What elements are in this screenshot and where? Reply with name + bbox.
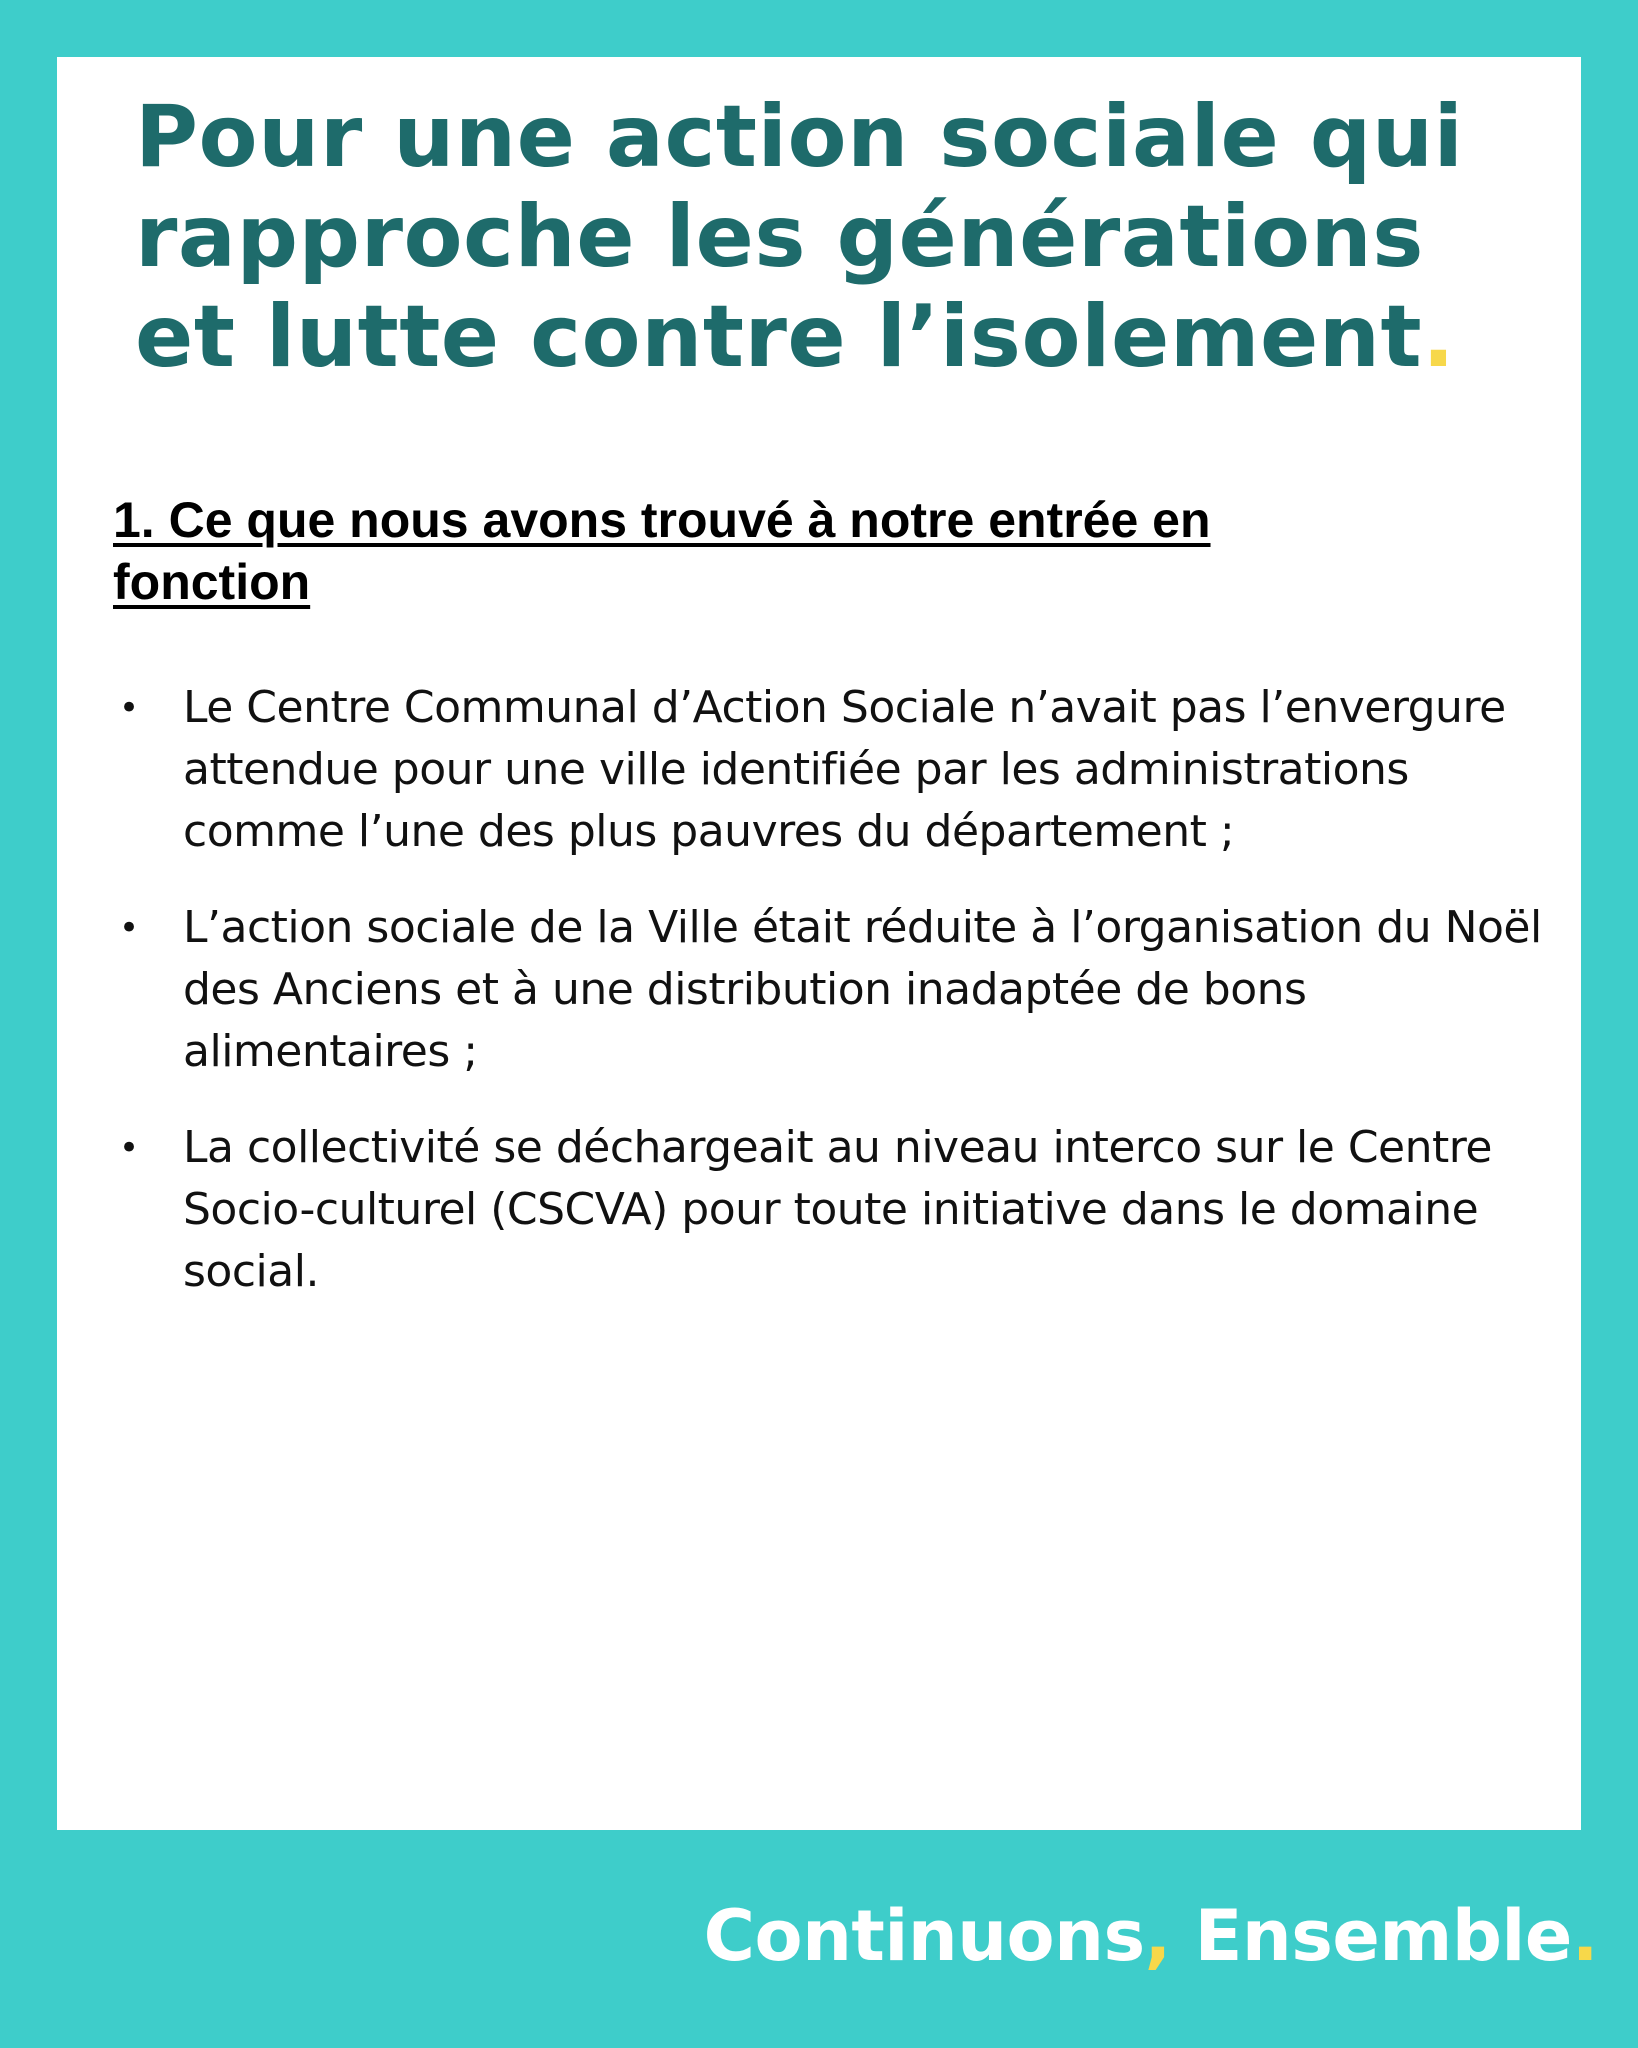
list-item [113,897,1553,1083]
section-heading: 1. Ce que nous avons trouvé à notre entrée en fonction [113,492,1211,610]
bullet-list [113,677,1553,1337]
list-item [113,677,1553,863]
slogan-word-ensemble: Ensemble [1170,1895,1572,1977]
page-title-text: Pour une action sociale qui rapproche les générations et lutte contre l’isolement [135,87,1464,387]
slogan-word-continuons: Continuons [703,1895,1145,1977]
title-accent-dot: . [1422,287,1456,387]
slogan-accent-dot: . [1571,1895,1598,1977]
list-item-text: La collectivité se déchargeait au niveau interco sur le Centre Socio-culturel (CSCVA) pour toute initiative dans le domaine social. [183,1122,1492,1297]
list-item-text: Le Centre Communal d’Action Sociale n’avait pas l’envergure attendue pour une ville identifiée par les administrations comme l’une des plus pauvres du département ; [183,682,1506,857]
bullet-icon: • [119,1128,139,1168]
bullet-icon: • [119,688,139,728]
slogan-accent-comma: , [1144,1895,1171,1977]
bullet-icon: • [119,908,139,948]
content-card [57,57,1581,1830]
slogan-logo [704,1895,1598,1977]
list-item [113,1117,1553,1303]
list-item-text: L’action sociale de la Ville était réduite à l’organisation du Noël des Anciens et à une distribution inadaptée de bons alimentaires ; [183,902,1542,1077]
page-title [135,87,1535,387]
